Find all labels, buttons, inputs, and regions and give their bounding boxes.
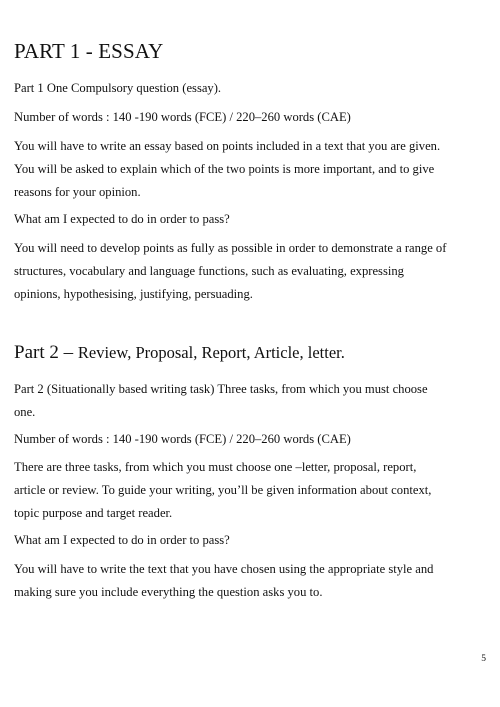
part1-answer-line: structures, vocabulary and language functions, such as evaluating, expressing: [14, 264, 404, 278]
part2-intro-line: one.: [14, 405, 36, 419]
part2-intro: [14, 378, 486, 424]
part1-intro: Part 1 One Compulsory question (essay).: [14, 81, 222, 95]
part2-word-count: Number of words : 140 -190 words (FCE) / 220–260 words (CAE): [14, 432, 351, 446]
part1-description-line: reasons for your opinion.: [14, 185, 141, 199]
part1-description-line: You will be asked to explain which of the two points is more important, and to give: [14, 162, 435, 176]
part1-answer-line: opinions, hypothesising, justifying, persuading.: [14, 287, 253, 301]
page-number: 5: [481, 654, 486, 664]
part1-heading: PART 1 - ESSAY: [14, 39, 164, 63]
part1-question: What am I expected to do in order to pass?: [14, 212, 230, 226]
part2-description: [14, 456, 486, 525]
part1-word-count: Number of words : 140 -190 words (FCE) / 220–260 words (CAE): [14, 110, 351, 124]
part2-question: What am I expected to do in order to pass?: [14, 533, 230, 547]
part2-heading: [14, 342, 345, 364]
part2-answer-line: You will have to write the text that you have chosen using the appropriate style and: [14, 562, 434, 576]
part2-answer: [14, 558, 486, 604]
part1-description: [14, 135, 486, 204]
part2-intro-line: Part 2 (Situationally based writing task) Three tasks, from which you must choose: [14, 382, 428, 396]
document-page: [14, 0, 486, 707]
part1-answer-line: You will need to develop points as fully as possible in order to demonstrate a range of: [14, 241, 447, 255]
part1-description-line: You will have to write an essay based on points included in a text that you are given.: [14, 139, 441, 153]
part2-heading-subtitle: Review, Proposal, Report, Article, letter.: [77, 343, 345, 362]
part2-description-line: There are three tasks, from which you must choose one –letter, proposal, report,: [14, 460, 417, 474]
part2-description-line: topic purpose and target reader.: [14, 506, 173, 520]
part2-description-line: article or review. To guide your writing, you’ll be given information about context,: [14, 483, 432, 497]
part2-answer-line: making sure you include everything the question asks you to.: [14, 585, 323, 599]
part2-heading-title: Part 2 –: [14, 342, 78, 363]
part1-answer: [14, 237, 486, 306]
